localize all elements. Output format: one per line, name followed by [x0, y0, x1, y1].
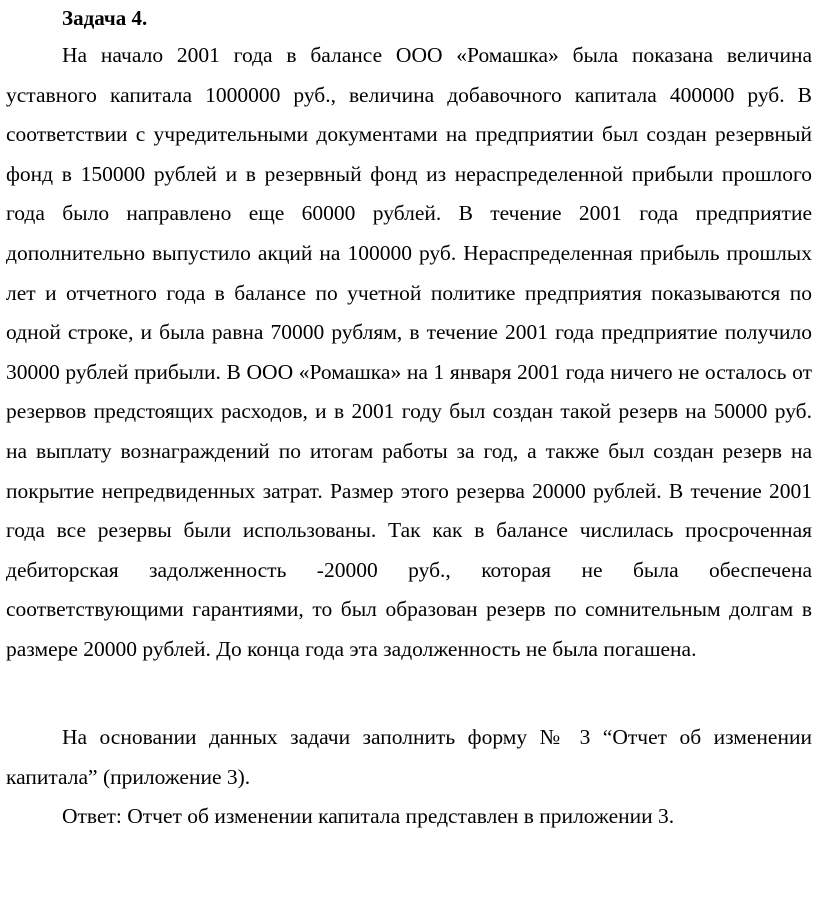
task-condition-paragraph: На начало 2001 года в балансе ООО «Ромашка» была показана величина уставного капитала 1000000 руб., величина добавочного капитала 400000 руб. В соответствии с учредительными документами на предприятии был создан резервный фонд в 150000 рублей и в резервный фонд из нераспределенной прибыли прошлого года было направлено еще 60000 рублей. В течение 2001 года предприятие дополнительно выпустило акций на 100000 руб. Нераспределенная прибыль прошлых лет и отчетного года в балансе по учетной политике предприятия показываются по одной строке, и была равна 70000 рублям, в течение 2001 года предприятие получило 30000 рублей прибыли. В ООО «Ромашка» на 1 января 2001 года ничего не осталось от резервов предстоящих расходов, и в 2001 году был создан такой резерв на 50000 руб. на выплату вознаграждений по итогам работы за год, а также был создан резерв на покрытие непредвиденных затрат. Размер этого резерва 20000 рублей. В течение 2001 года все резервы были использованы. Так как в балансе числилась просроченная дебиторская задолженность -20000 руб., которая не была обеспечена соответствующими гарантиями, то был образован резерв по сомнительным долгам в размере 20000 рублей. До конца года эта задолженность не была погашена. [6, 43, 812, 661]
task-instruction-paragraph: На основании данных задачи заполнить форму № 3 “Отчет об изменении капитала” (приложение 3). [6, 725, 812, 789]
task-heading: Задача 4. [62, 6, 148, 30]
task-answer-paragraph: Ответ: Отчет об изменении капитала представлен в приложении 3. [62, 804, 675, 828]
